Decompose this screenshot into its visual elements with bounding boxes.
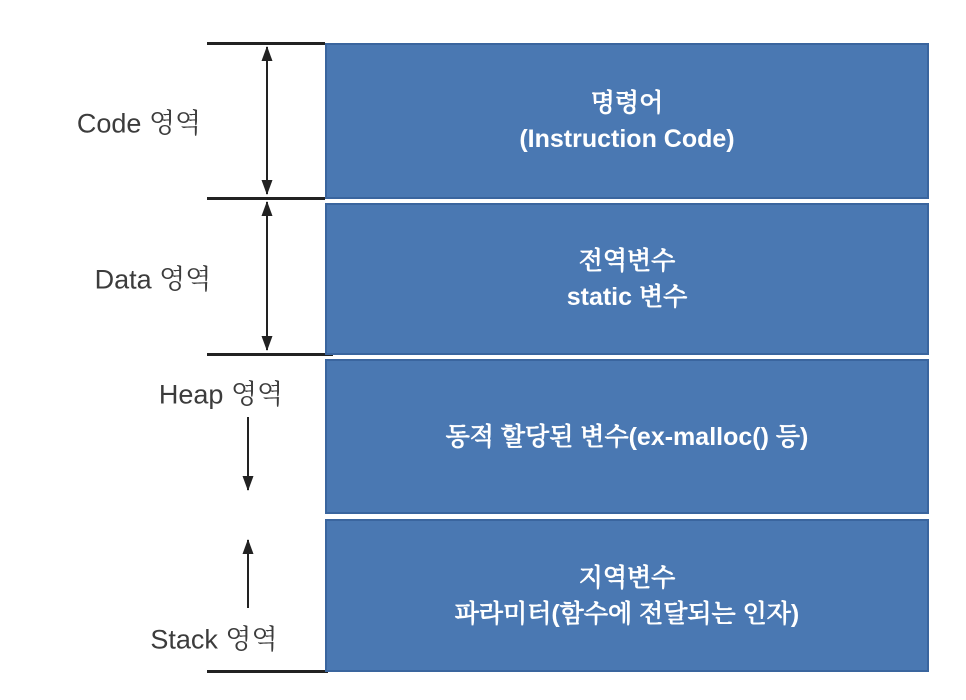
stack-segment-box	[325, 519, 929, 672]
code-segment-text-line-1: 명령어	[590, 89, 664, 117]
stack-segment-text-line-2: 파라미터(함수에 전달되는 인자)	[454, 599, 800, 628]
code-region-label: Code 영역	[76, 108, 202, 139]
heap-segment-box	[325, 359, 929, 514]
stack-segment-text-line-1: 지역변수	[578, 563, 676, 592]
boundary-tick-bottom	[207, 670, 328, 673]
boundary-tick-data-heap	[207, 353, 333, 356]
code-segment-box	[325, 43, 929, 199]
heap-region-label: Heap 영역	[158, 379, 284, 410]
data-segment-text-line-2: static 변수	[566, 283, 688, 311]
boundary-tick-top	[207, 42, 325, 45]
heap-segment-text-line-1: 동적 할당된 변수(ex-malloc() 등)	[445, 422, 809, 451]
stack-region-label: Stack 영역	[150, 624, 278, 655]
data-segment-box	[325, 203, 929, 355]
code-segment-text-line-2: (Instruction Code)	[519, 125, 735, 153]
data-segment-text-line-1: 전역변수	[578, 247, 676, 275]
boundary-tick-code-data	[207, 197, 325, 200]
data-region-label: Data 영역	[94, 264, 212, 295]
